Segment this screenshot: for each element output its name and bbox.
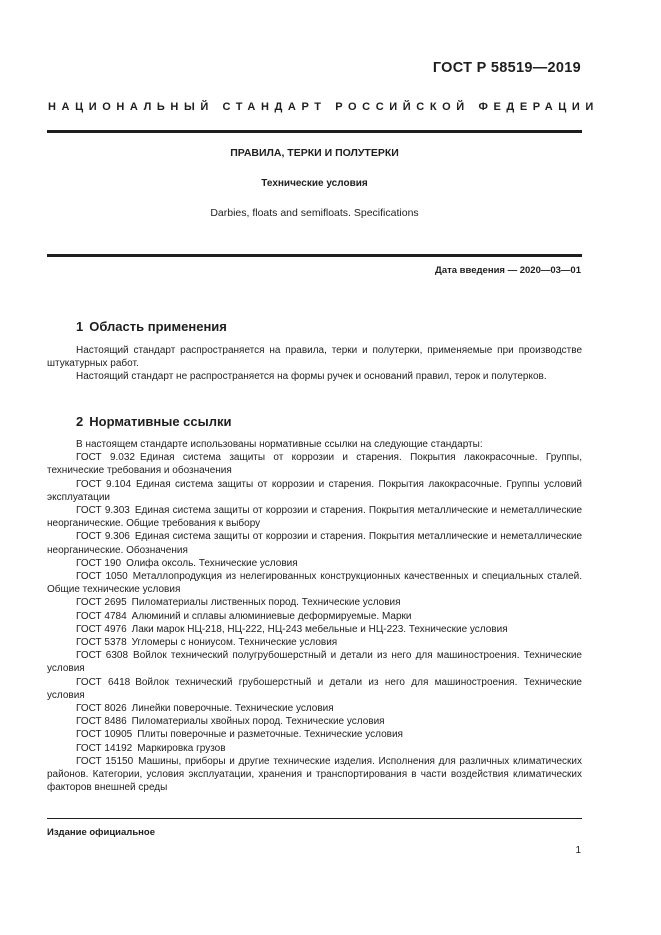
reference-code: ГОСТ 6418 <box>76 676 131 688</box>
reference-item <box>47 451 582 477</box>
section-heading-references <box>76 414 231 429</box>
reference-item <box>47 557 582 570</box>
reference-text: Машины, приборы и другие технические изделия. Исполнения для различных климатических районов. Категории, условия эксплуатации, хранения и транспортирования в части воздействия климатических факторов внешней среды <box>47 755 582 794</box>
reference-code: ГОСТ 4784 <box>76 610 127 622</box>
footer-divider <box>47 818 582 819</box>
reference-code: ГОСТ 9.032 <box>76 452 135 464</box>
reference-code: ГОСТ 10905 <box>76 729 133 741</box>
reference-text: Войлок технический грубошерстный и детали из него для машиностроения. Технические условия <box>47 676 582 701</box>
reference-item <box>47 570 582 596</box>
reference-code: ГОСТ 9.306 <box>76 531 130 543</box>
reference-code: ГОСТ 15150 <box>76 755 134 767</box>
page-number: 1 <box>575 845 581 856</box>
reference-text: Металлопродукция из нелегированных конструкционных качественных и специальных сталей. Общие технические условия <box>47 571 582 596</box>
reference-text: Линейки поверочные. Технические условия <box>131 703 334 715</box>
reference-item <box>47 610 582 623</box>
reference-text: Алюминий и сплавы алюминиевые деформируемые. Марки <box>131 610 412 622</box>
introduction-date: Дата введения — 2020—03—01 <box>435 265 581 276</box>
reference-intro: В настоящем стандарте использованы нормативные ссылки на следующие стандарты: <box>76 439 483 450</box>
reference-text: Лаки марок НЦ-218, НЦ-222, НЦ-243 мебельные и НЦ-223. Технические условия <box>131 623 508 635</box>
reference-text: Единая система защиты от коррозии и старения. Покрытия лакокрасочные. Группы условий эксплуатации <box>47 478 582 503</box>
reference-item <box>47 530 582 556</box>
paragraph <box>47 344 582 370</box>
reference-item <box>47 676 582 702</box>
paragraph <box>47 370 582 383</box>
national-standard-title: НАЦИОНАЛЬНЫЙ СТАНДАРТ РОССИЙСКОЙ ФЕДЕРАЦИИ <box>48 101 599 113</box>
standard-title: ПРАВИЛА, ТЕРКИ И ПОЛУТЕРКИ <box>230 147 399 159</box>
reference-item <box>47 702 582 715</box>
title-divider <box>47 254 582 257</box>
reference-text: Олифа оксоль. Технические условия <box>126 557 298 569</box>
reference-code: ГОСТ 5378 <box>76 637 127 649</box>
reference-text: Пиломатериалы лиственных пород. Технические условия <box>131 597 401 609</box>
section-number: 1 <box>76 319 84 334</box>
reference-item <box>47 636 582 649</box>
reference-text: Единая система защиты от коррозии и старения. Покрытия металлические и неметаллические неорганические. Общие требования к выбору <box>47 505 583 530</box>
reference-item <box>47 649 582 675</box>
reference-item <box>47 596 582 609</box>
reference-item <box>47 755 582 795</box>
header-divider <box>47 130 582 133</box>
reference-item <box>47 504 582 530</box>
reference-item <box>47 478 582 504</box>
reference-code: ГОСТ 4976 <box>76 623 127 635</box>
section-heading-scope <box>76 319 227 334</box>
reference-text: Маркировка грузов <box>137 742 226 754</box>
paragraph-text: Настоящий стандарт распространяется на правила, терки и полутерки, применяемые при производстве штукатурных работ. <box>47 345 582 369</box>
reference-code: ГОСТ 8026 <box>76 703 127 715</box>
reference-code: ГОСТ 6308 <box>76 650 129 662</box>
reference-text: Единая система защиты от коррозии и старения. Покрытия лакокрасочные. Группы, технические требования и обозначения <box>47 452 582 477</box>
official-edition-label: Издание официальное <box>47 827 155 838</box>
section-title: Нормативные ссылки <box>89 414 232 429</box>
paragraph-text: Настоящий стандарт не распространяется на формы ручек и оснований правил, терок и полутерков. <box>76 371 547 382</box>
standard-subtitle: Технические условия <box>261 178 368 189</box>
reference-text: Угломеры с нониусом. Технические условия <box>131 637 338 649</box>
section-title: Область применения <box>89 319 227 334</box>
reference-code: ГОСТ 9.303 <box>76 505 130 517</box>
reference-code: ГОСТ 14192 <box>76 742 133 754</box>
reference-code: ГОСТ 1050 <box>76 571 128 583</box>
reference-code: ГОСТ 8486 <box>76 716 127 728</box>
reference-code: ГОСТ 190 <box>76 557 122 569</box>
reference-list <box>47 438 582 794</box>
reference-item <box>47 715 582 728</box>
reference-item <box>47 742 582 755</box>
standard-english-title: Darbies, floats and semifloats. Specifications <box>210 207 419 219</box>
reference-text: Единая система защиты от коррозии и старения. Покрытия металлические и неметаллические неорганические. Обозначения <box>47 531 583 556</box>
section-number: 2 <box>76 414 84 429</box>
reference-code: ГОСТ 2695 <box>76 597 127 609</box>
reference-text: Войлок технический полугрубошерстный и детали из него для машиностроения. Технические условия <box>47 650 582 675</box>
reference-item <box>47 623 582 636</box>
reference-text: Плиты поверочные и разметочные. Технические условия <box>137 729 403 741</box>
reference-code: ГОСТ 9.104 <box>76 478 132 490</box>
document-number: ГОСТ Р 58519—2019 <box>432 60 581 76</box>
reference-text: Пиломатериалы хвойных пород. Технические условия <box>131 716 385 728</box>
reference-item <box>47 728 582 741</box>
